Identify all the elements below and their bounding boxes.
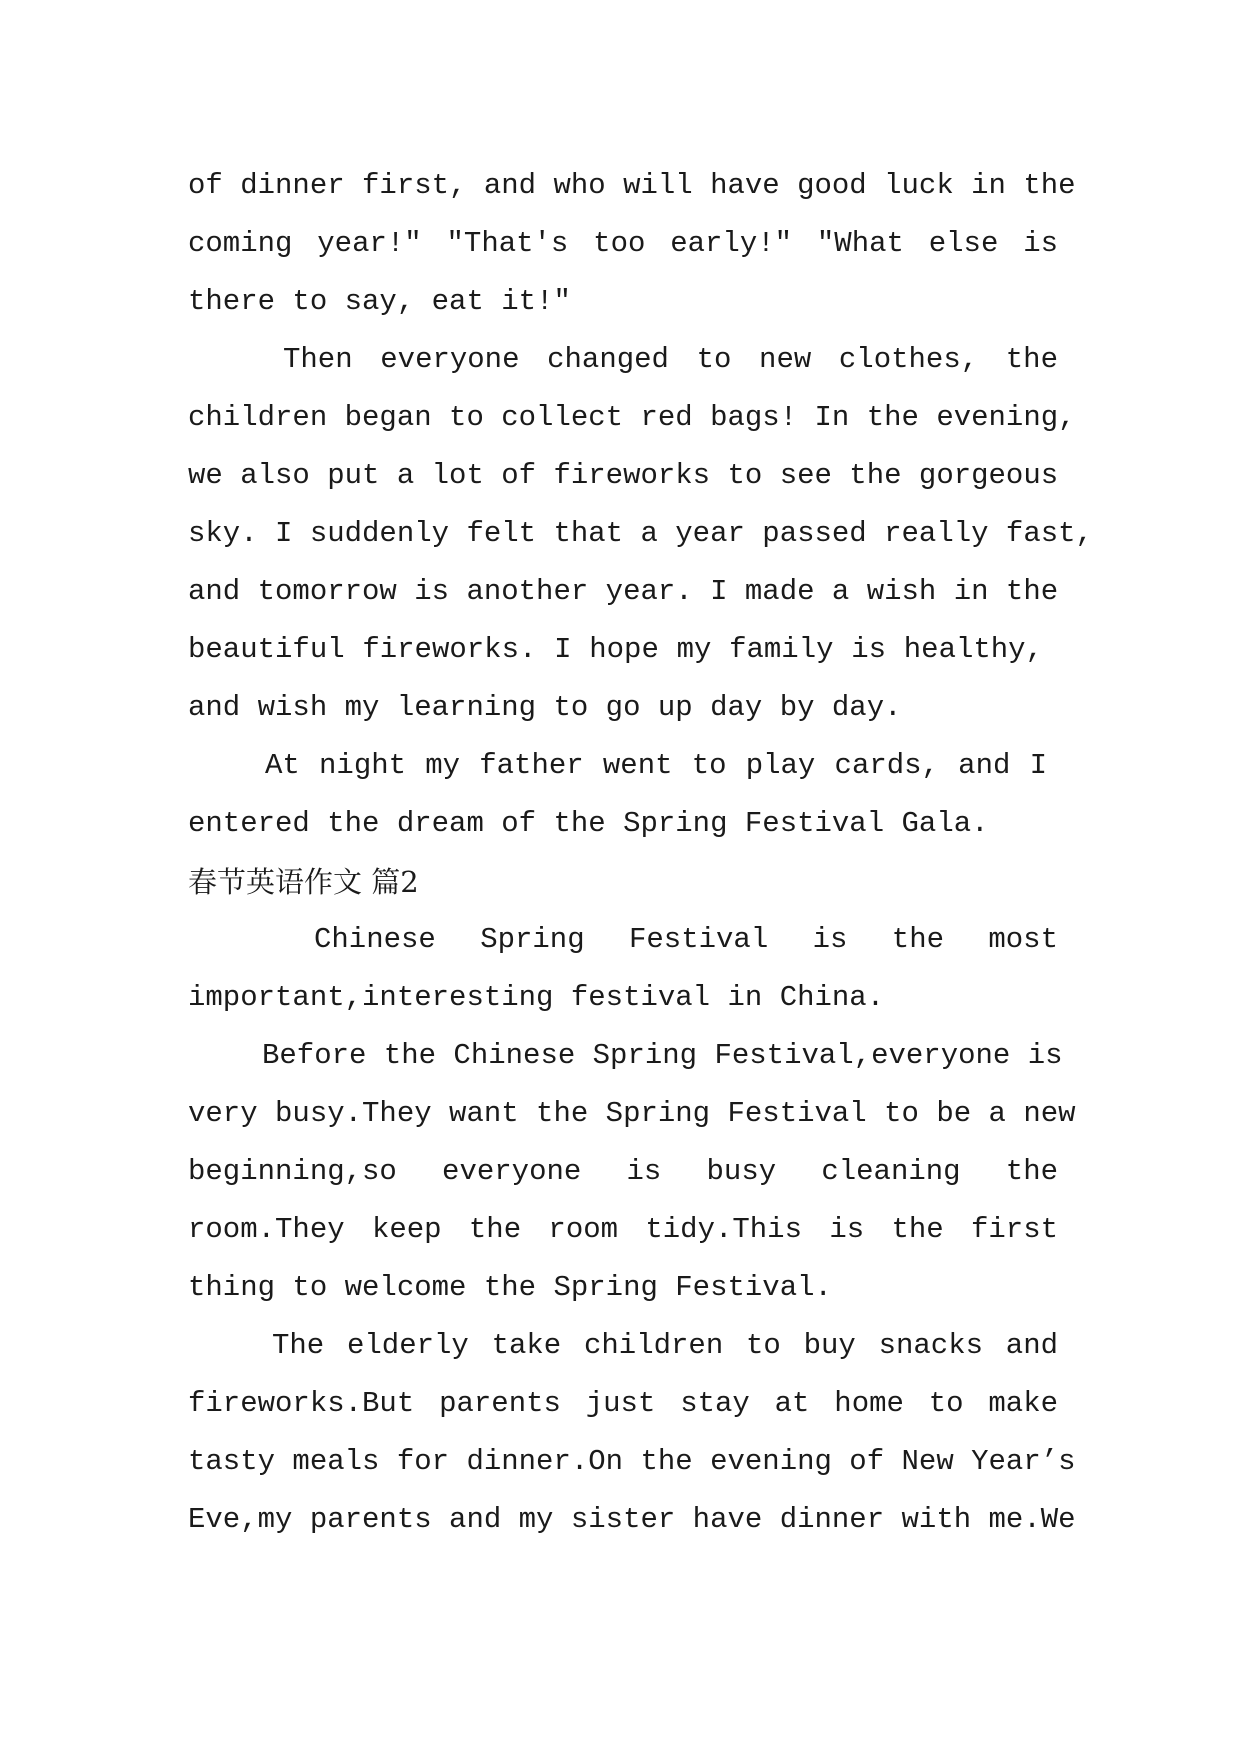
text-line: Then everyone changed to new clothes, the bbox=[283, 343, 1058, 376]
text-line: Before the Chinese Spring Festival,everyone is bbox=[262, 1039, 1063, 1072]
text-line: Eve,my parents and my sister have dinner with me.We bbox=[188, 1503, 1076, 1536]
text-line: important,interesting festival in China. bbox=[188, 981, 885, 1014]
text-line: sky. I suddenly felt that a year passed really fast, bbox=[188, 517, 1093, 550]
text-line: fireworks.But parents just stay at home to make bbox=[188, 1387, 1058, 1420]
text-line: and tomorrow is another year. I made a wish in the bbox=[188, 575, 1059, 608]
text-line: children began to collect red bags! In the evening, bbox=[188, 401, 1076, 434]
text-line: At night my father went to play cards, and I bbox=[265, 749, 1047, 782]
text-line: beautiful fireworks. I hope my family is healthy, bbox=[188, 633, 1043, 666]
text-line: there to say, eat it!" bbox=[188, 285, 571, 318]
text-line: The elderly take children to buy snacks and bbox=[272, 1329, 1058, 1362]
text-line: thing to welcome the Spring Festival. bbox=[188, 1271, 832, 1304]
text-line: room.They keep the room tidy.This is the first bbox=[188, 1213, 1058, 1246]
section-heading: 春节英语作文 篇2 bbox=[188, 865, 419, 899]
text-line: coming year!" "That's too early!" "What else is bbox=[188, 227, 1058, 260]
text-line: Chinese Spring Festival is the most bbox=[314, 923, 1058, 956]
text-line: we also put a lot of fireworks to see the gorgeous bbox=[188, 459, 1059, 492]
text-line: of dinner first, and who will have good luck in the bbox=[188, 169, 1076, 202]
text-line: tasty meals for dinner.On the evening of New Year’s bbox=[188, 1445, 1076, 1478]
text-line: entered the dream of the Spring Festival Gala. bbox=[188, 807, 989, 840]
text-line: very busy.They want the Spring Festival to be a new bbox=[188, 1097, 1076, 1130]
text-line: and wish my learning to go up day by day. bbox=[188, 691, 902, 724]
text-line: beginning,so everyone is busy cleaning the bbox=[188, 1155, 1058, 1188]
